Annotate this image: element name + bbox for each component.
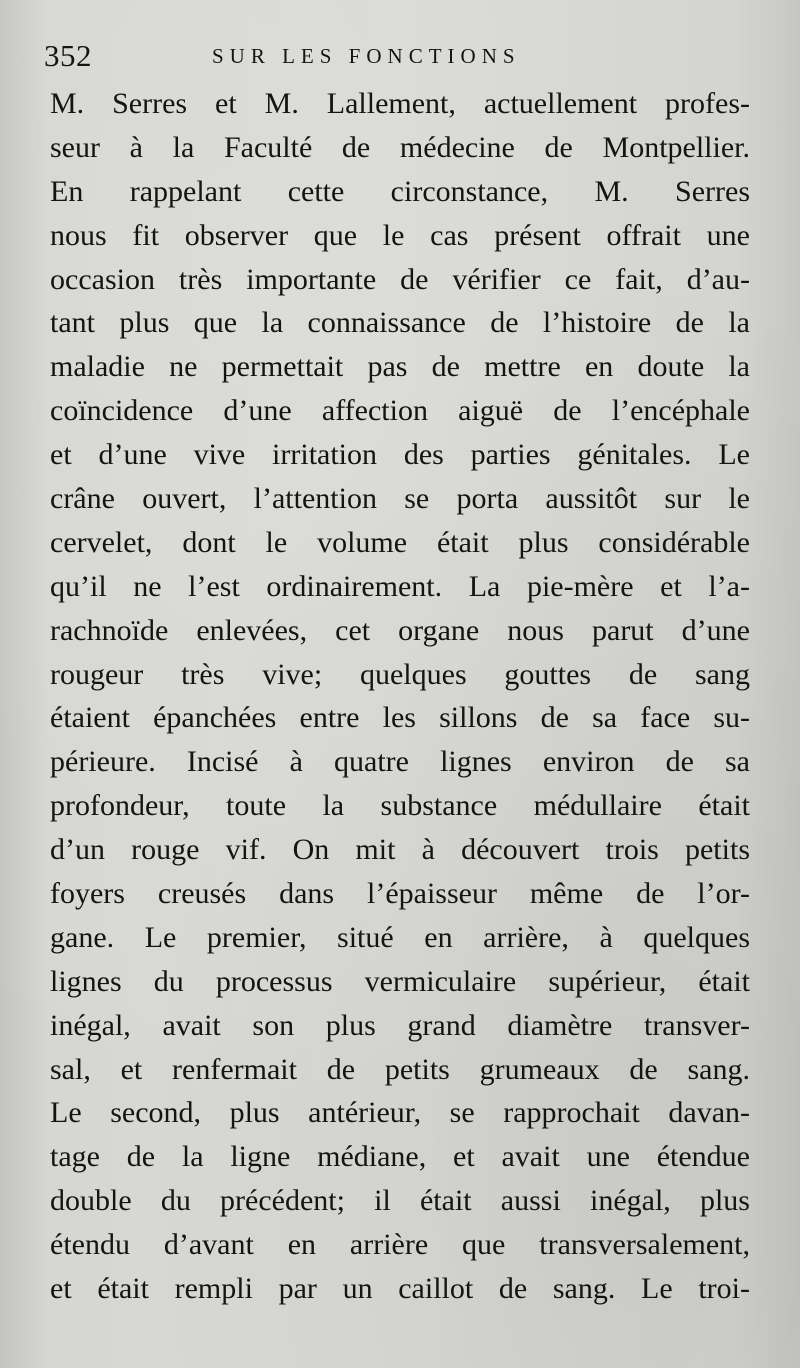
- text-line: Le second, plus antérieur, se rapprochait davan-: [50, 1096, 750, 1130]
- text-line: étaient épanchées entre les sillons de sa face su-: [50, 701, 750, 735]
- text-line: lignes du processus vermiculaire supérieur, était: [50, 964, 750, 998]
- page-header: [44, 38, 746, 78]
- body-text: [50, 82, 750, 1311]
- text-line: M. Serres et M. Lallement, actuellement profes-: [50, 87, 750, 120]
- text-line: rougeur très vive; quelques gouttes de sang: [50, 657, 750, 691]
- text-line: cervelet, dont le volume était plus considérable: [50, 525, 750, 559]
- text-line: En rappelant cette circonstance, M. Serres: [50, 174, 750, 208]
- text-line: gane. Le premier, situé en arrière, à quelques: [50, 920, 750, 954]
- text-line: coïncidence d’une affection aiguë de l’encéphale: [50, 394, 750, 428]
- text-line: maladie ne permettait pas de mettre en doute la: [50, 350, 750, 384]
- text-line: double du précédent; il était aussi inégal, plus: [50, 1184, 750, 1218]
- text-line: sal, et renfermait de petits grumeaux de sang.: [50, 1052, 750, 1086]
- page-number: 352: [44, 38, 92, 73]
- text-line: périeure. Incisé à quatre lignes environ de sa: [50, 745, 750, 779]
- text-line: foyers creusés dans l’épaisseur même de l’or-: [50, 877, 750, 911]
- text-line: occasion très importante de vérifier ce fait, d’au-: [50, 262, 750, 296]
- text-line: qu’il ne l’est ordinairement. La pie-mère et l’a-: [50, 569, 750, 603]
- text-line: tant plus que la connaissance de l’histoire de la: [50, 306, 750, 340]
- text-line: profondeur, toute la substance médullaire était: [50, 789, 750, 823]
- text-line: rachnoïde enlevées, cet organe nous parut d’une: [50, 613, 750, 647]
- text-line: étendu d’avant en arrière que transversalement,: [50, 1228, 750, 1262]
- text-line: seur à la Faculté de médecine de Montpellier.: [50, 130, 750, 164]
- text-line: nous fit observer que le cas présent offrait une: [50, 218, 750, 252]
- text-line: crâne ouvert, l’attention se porta aussitôt sur le: [50, 482, 750, 516]
- text-line: et était rempli par un caillot de sang. Le troi-: [50, 1272, 750, 1306]
- text-line: d’un rouge vif. On mit à découvert trois petits: [50, 833, 750, 867]
- running-head: SUR LES FONCTIONS: [212, 44, 521, 68]
- text-line: tage de la ligne médiane, et avait une étendue: [50, 1140, 750, 1174]
- text-line: et d’une vive irritation des parties génitales. Le: [50, 438, 750, 472]
- text-line: inégal, avait son plus grand diamètre transver-: [50, 1008, 750, 1042]
